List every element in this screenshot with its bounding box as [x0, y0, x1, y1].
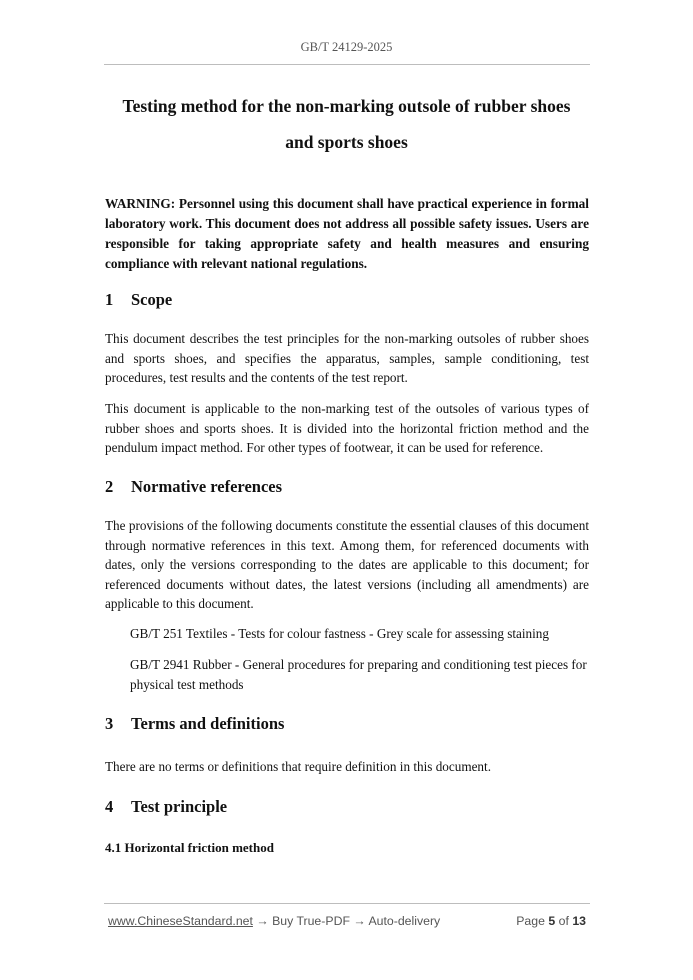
page-total: 13 [572, 914, 586, 928]
reference-item-gbt251: GB/T 251 Textiles - Tests for colour fastness - Grey scale for assessing staining [130, 626, 549, 641]
terms-paragraph: There are no terms or definitions that require definition in this document. [105, 759, 491, 774]
auto-delivery-text: Auto-delivery [368, 914, 441, 928]
normative-paragraph: The provisions of the following documents constitute the essential clauses of this document through normative references in this text. Among them, for referenced documents with dates, only the versions corresponding to the dates are applicable to this document; for referenced documents without dates, the latest versions (including all amendments) are applicable to this document. [105, 518, 589, 611]
section-number: 4 [105, 797, 114, 816]
section-number: 3 [105, 714, 114, 733]
arrow-right-icon: → [256, 914, 269, 928]
arrow-right-icon: → [353, 914, 366, 928]
document-title-line1: Testing method for the non-marking outsole of rubber shoes [122, 96, 571, 116]
section-title: Test principle [131, 797, 228, 816]
header-divider [104, 64, 590, 65]
scope-paragraph-1: This document describes the test principles for the non-marking outsoles of rubber shoes and sports shoes, and specifies the apparatus, samples, sample conditioning, test procedures, test results and the contents of the test report. [105, 331, 589, 385]
subsection-horizontal-friction: 4.1 Horizontal friction method [105, 840, 274, 855]
section-number: 2 [105, 477, 114, 496]
of-label: of [558, 914, 569, 928]
page-footer [108, 914, 586, 928]
section-title: Normative references [131, 477, 283, 496]
scope-paragraph-2: This document is applicable to the non-marking test of the outsoles of various types of rubber shoes and sports shoes. It is divided into the horizontal friction method and the pendulum impact method. For other types of footwear, it can be used for reference. [105, 401, 589, 455]
section-title: Scope [131, 290, 173, 309]
site-link[interactable]: www.ChineseStandard.net [108, 914, 253, 928]
section-number: 1 [105, 290, 114, 309]
reference-item-gbt2941: GB/T 2941 Rubber - General procedures for preparing and conditioning test pieces for physical test methods [130, 657, 587, 692]
page-label: Page [516, 914, 545, 928]
document-title-line2: and sports shoes [285, 132, 408, 152]
document-code-header: GB/T 24129-2025 [300, 40, 393, 54]
buy-pdf-text: Buy True-PDF [272, 914, 350, 928]
section-principle-heading [105, 797, 227, 817]
footer-divider [104, 903, 590, 904]
page-indicator [516, 914, 586, 928]
section-scope-heading [105, 290, 172, 310]
section-terms-heading [105, 714, 284, 734]
section-title: Terms and definitions [131, 714, 285, 733]
section-normative-heading [105, 477, 282, 497]
warning-paragraph: WARNING: Personnel using this document shall have practical experience in formal laboratory work. This document does not address all possible safety issues. Users are responsible for taking appropriate safety and health measures and ensuring compliance with relevant national regulations. [105, 196, 589, 271]
page-number: 5 [548, 914, 556, 928]
